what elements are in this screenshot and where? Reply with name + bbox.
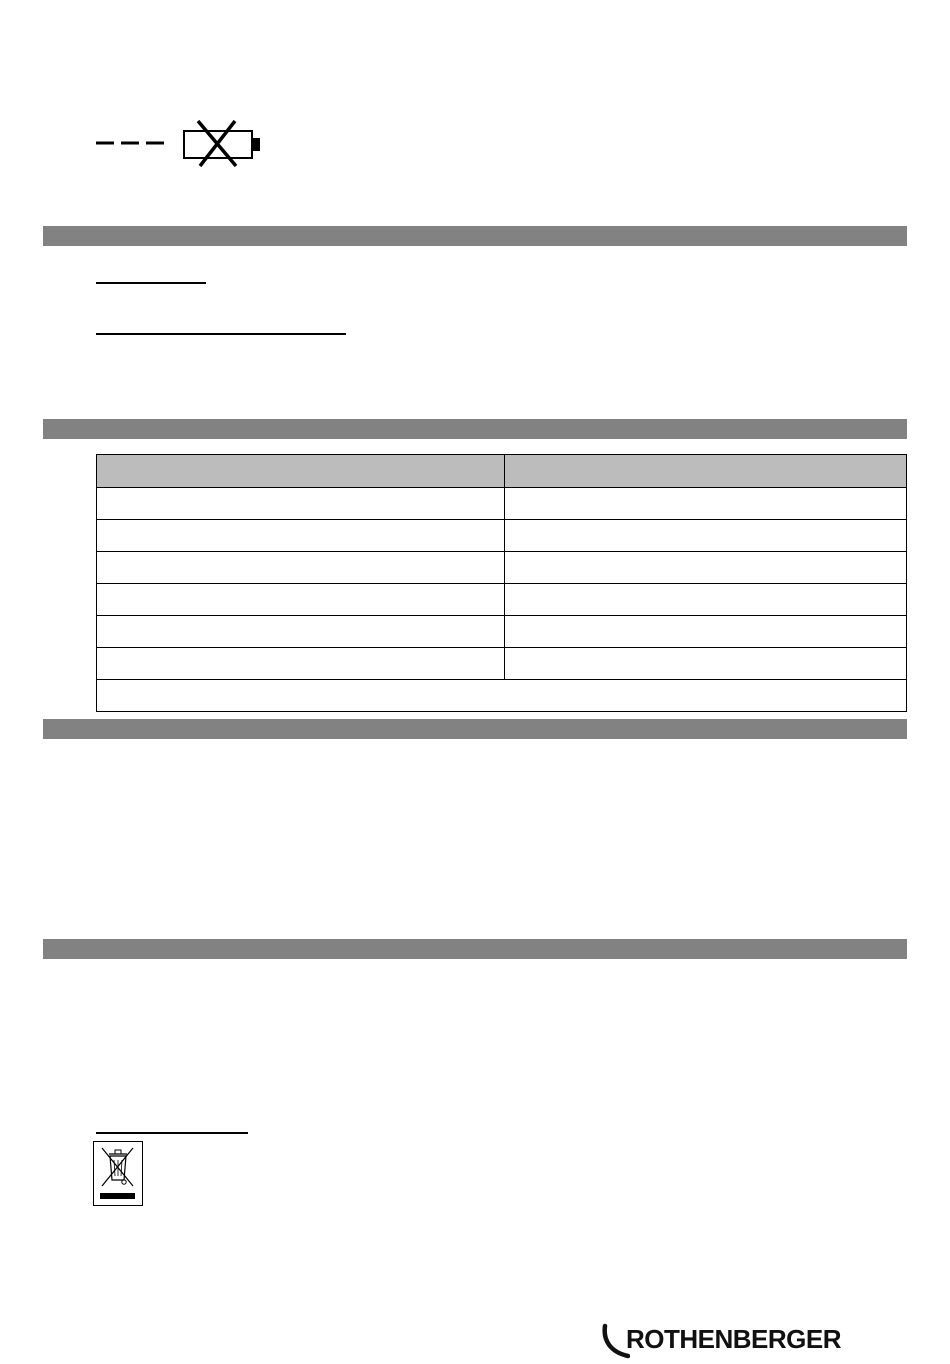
section-header-bar [43,419,907,439]
table-row [97,616,907,648]
table-cell [97,584,505,616]
crossed-out-wheelie-bin-icon [93,1141,143,1206]
battery-empty-crossed-icon [180,118,264,170]
table-cell [505,520,907,552]
table-cell [97,552,505,584]
table-cell [97,648,505,680]
table-cell [97,616,505,648]
table-footer-row [97,680,907,712]
table-cell [505,488,907,520]
subheading-underline [96,333,346,335]
subheading-underline [96,1132,248,1134]
rothenberger-logo [600,1322,856,1362]
section-header-bar [43,719,907,739]
table-row [97,648,907,680]
section-header-bar [43,226,907,246]
table-row [97,520,907,552]
table-header-cell [505,455,907,488]
table-row [97,584,907,616]
table-cell [97,520,505,552]
table-cell [505,616,907,648]
table-footer-cell [97,680,907,712]
section-header-bar [43,939,907,959]
table-cell [97,488,505,520]
spec-table [96,454,907,712]
table-header-cell [97,455,505,488]
subheading-underline [96,282,206,284]
table-cell [505,552,907,584]
table-cell [505,584,907,616]
table-cell [505,648,907,680]
logo-text: ROTHENBERGER [626,1324,842,1354]
table-header-row [97,455,907,488]
dashed-line-icon [96,135,168,151]
table-row [97,552,907,584]
table-row [97,488,907,520]
